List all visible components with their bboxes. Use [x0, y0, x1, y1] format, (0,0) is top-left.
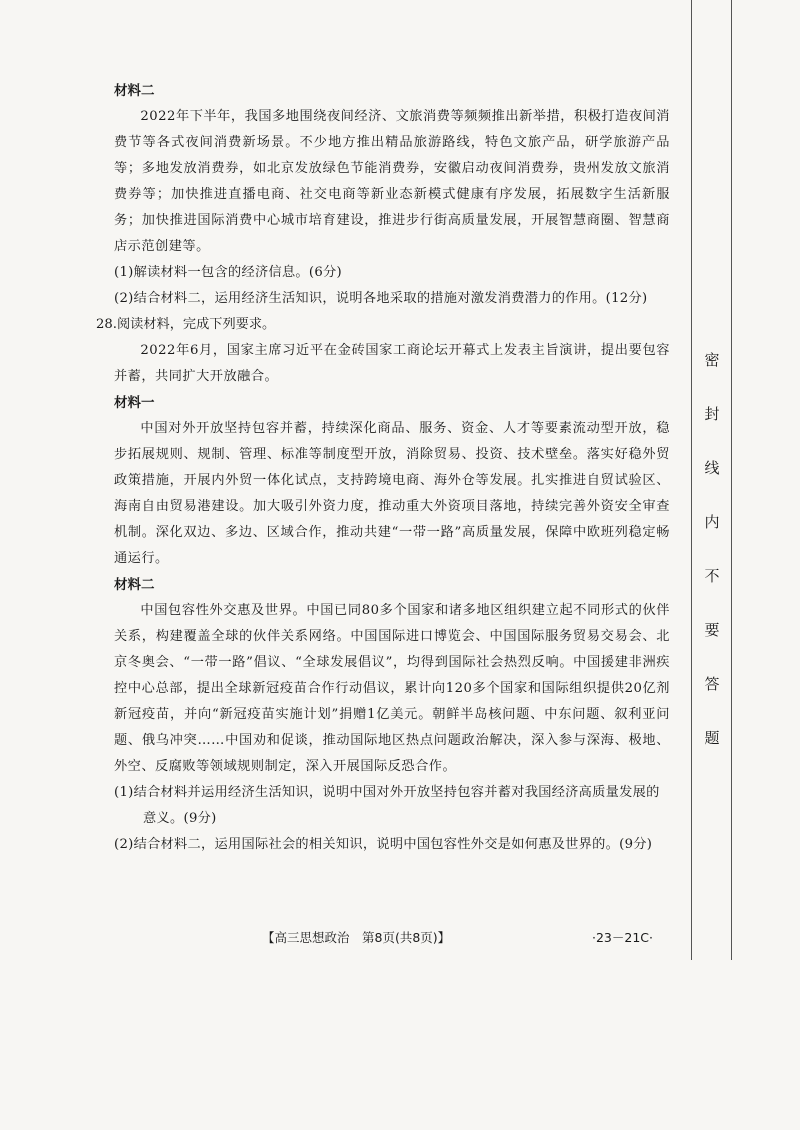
seal-char: 内 — [704, 513, 720, 531]
q27-sub1: (1)解读材料一包含的经济信息。(6分) — [114, 265, 342, 280]
seal-char: 线 — [704, 459, 720, 477]
material-2-text: 2022年下半年，我国多地围绕夜间经济、文旅消费等频频推出新举措，积极打造夜间消费节等各式夜间消费新场景。不少地方推出精品旅游路线，特色文旅产品，研学旅游产品等；多地发放消费券，如北京发放绿色节能消费券，安徽启动夜间消费券，贵州发放文旅消费券等；加快推进直播电商、社交电商等新业态新模式健康有序发展，拓展数字生活新服务；加快推进国际消费中心城市培育建设，推进步行街高质量发展，开展智慧商圈、智慧商店示范创建等。 — [114, 109, 670, 254]
q28-intro: 2022年6月，国家主席习近平在金砖国家工商论坛开幕式上发表主旨演讲，提出要包容并蓄，共同扩大开放融合。 — [114, 343, 670, 384]
material-2-heading: 材料二 — [114, 83, 155, 99]
seal-char: 封 — [704, 405, 720, 423]
q28-material-1-text: 中国对外开放坚持包容并蓄，持续深化商品、服务、资金、人才等要素流动型开放，稳步拓展规则、规制、管理、标准等制度型开放，消除贸易、投资、技术壁垒。落实好稳外贸政策措施，开展内外贸一体化试点，支持跨境电商、海外仓等发展。扎实推进自贸试验区、海南自由贸易港建设。加大吸引外资力度，推动重大外资项目落地，持续完善外资安全审查机制。深化双边、多边、区域合作，推动共建“一带一路”高质量发展，保障中欧班列稳定畅通运行。 — [114, 421, 670, 566]
seal-char: 答 — [704, 675, 720, 693]
question-content — [96, 78, 670, 858]
q27-sub2: (2)结合材料二，运用经济生活知识，说明各地采取的措施对激发消费潜力的作用。(12分) — [114, 291, 648, 306]
seal-char: 不 — [704, 567, 720, 585]
binding-line-outer — [731, 0, 732, 960]
q28-sub2: (2)结合材料二，运用国际社会的相关知识，说明中国包容性外交是如何惠及世界的。(9分) — [114, 837, 653, 852]
seal-char: 要 — [704, 621, 720, 639]
seal-line-notice — [700, 333, 724, 765]
q28-sub1: (1)结合材料并运用经济生活知识，说明中国对外开放坚持包容并蓄对我国经济高质量发展的意义。(9分) — [114, 785, 660, 826]
binding-line-inner — [691, 0, 692, 960]
q28-material-1-heading: 材料一 — [114, 395, 155, 411]
footer-code: ·23－21C· — [592, 930, 653, 945]
seal-char: 密 — [704, 351, 720, 369]
seal-char: 题 — [704, 729, 720, 747]
footer-label: 【高三思想政治 第8页(共8页)】 — [262, 930, 451, 945]
q28-material-2-text: 中国包容性外交惠及世界。中国已同80多个国家和诸多地区组织建立起不同形式的伙伴关系，构建覆盖全球的伙伴关系网络。中国国际进口博览会、中国国际服务贸易交易会、北京冬奥会、“一带一路”倡议、“全球发展倡议”，均得到国际社会热烈反响。中国援建非洲疾控中心总部，提出全球新冠疫苗合作行动倡议，累计向120多个国家和国际组织提供20亿剂新冠疫苗，并向“新冠疫苗实施计划”捐赠1亿美元。朝鲜半岛核问题、中东问题、叙利亚问题、俄乌冲突……中国劝和促谈，推动国际地区热点问题政治解决，深入参与深海、极地、外空、反腐败等领域规则制定，深入开展国际反恐合作。 — [114, 603, 670, 774]
q28-title: 28.阅读材料，完成下列要求。 — [96, 317, 276, 332]
q28-material-2-heading: 材料二 — [114, 577, 155, 593]
